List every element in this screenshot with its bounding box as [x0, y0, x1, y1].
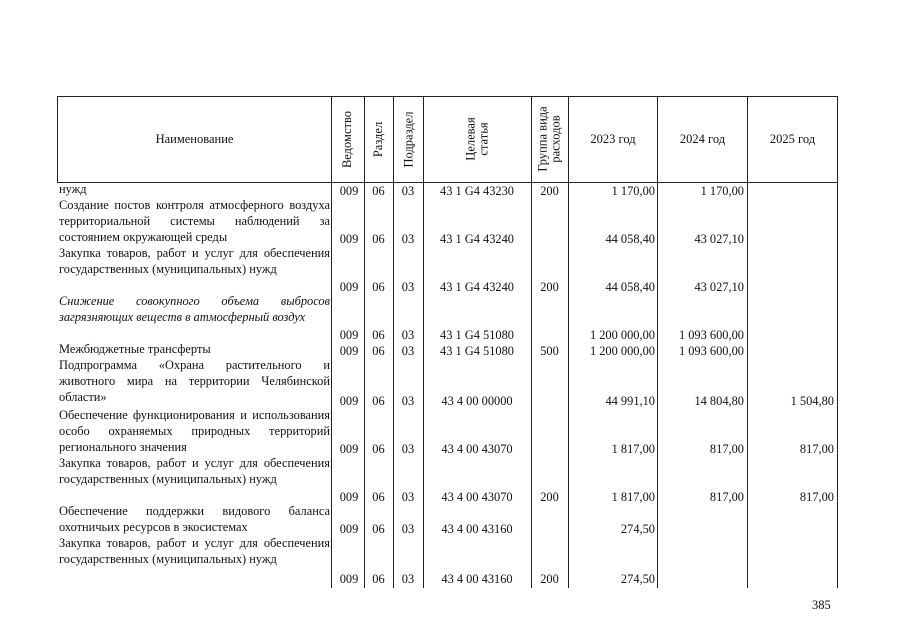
row-celevaya: 43 1 G4 51080 [440, 328, 514, 342]
row-2025: 817,00 [799, 490, 834, 504]
row-name: Межбюджетные трансферты [59, 342, 211, 356]
row-2025: 1 504,80 [790, 394, 834, 408]
row-name: Подпрограмма «Охрана растительного и животного мира на территории Челябинской области» [59, 358, 330, 404]
row-2023: 1 817,00 [611, 442, 655, 456]
table-row [0, 408, 897, 456]
row-podrazdel: 03 [401, 490, 415, 504]
row-name: нужд [59, 182, 87, 196]
row-razdel: 06 [372, 280, 385, 294]
row-razdel: 06 [372, 394, 385, 408]
row-razdel: 06 [372, 232, 385, 246]
header-podrazdel: Подраздел [401, 111, 415, 167]
row-ved: 009 [339, 442, 359, 456]
row-ved: 009 [339, 572, 359, 586]
row-ved: 009 [339, 184, 359, 198]
row-name: Снижение совокупного объема выбросов загрязняющих веществ в атмосферный воздух [59, 294, 330, 324]
row-2024: 43 027,10 [694, 232, 744, 246]
table-row [0, 536, 897, 586]
table-row [0, 198, 897, 246]
row-2024: 1 093 600,00 [678, 344, 744, 358]
row-podrazdel: 03 [401, 344, 415, 358]
header-razdel: Раздел [371, 121, 386, 157]
row-ved: 009 [339, 344, 359, 358]
row-celevaya: 43 1 G4 43230 [440, 184, 514, 198]
table-row [0, 246, 897, 294]
header-celevaya: Целевая статья [463, 117, 491, 161]
row-ved: 009 [339, 280, 359, 294]
row-celevaya: 43 1 G4 43240 [440, 232, 514, 246]
row-podrazdel: 03 [401, 184, 415, 198]
row-2023: 1 200 000,00 [589, 344, 655, 358]
table-row [0, 342, 897, 358]
row-2023: 44 991,10 [605, 394, 655, 408]
header-ved: Ведомство [340, 110, 355, 168]
row-celevaya: 43 1 G4 43240 [440, 280, 514, 294]
row-2023: 1 200 000,00 [589, 328, 655, 342]
row-razdel: 06 [372, 522, 385, 536]
row-ved: 009 [339, 328, 359, 342]
row-celevaya: 43 1 G4 51080 [440, 344, 514, 358]
page-number: 385 [812, 598, 831, 612]
row-name: Закупка товаров, работ и услуг для обеспечения государственных (муниципальных) нужд [59, 246, 330, 276]
row-razdel: 06 [372, 344, 385, 358]
row-celevaya: 43 4 00 43160 [441, 572, 513, 586]
row-gruppa: 200 [540, 572, 559, 586]
row-2023: 274,50 [620, 522, 655, 536]
row-ved: 009 [339, 394, 359, 408]
row-2024: 1 170,00 [700, 184, 744, 198]
row-celevaya: 43 4 00 43070 [441, 442, 513, 456]
table-row [0, 294, 897, 342]
row-2024: 14 804,80 [694, 394, 744, 408]
header-2025: 2025 год [769, 131, 816, 146]
row-podrazdel: 03 [401, 232, 415, 246]
row-podrazdel: 03 [401, 442, 415, 456]
header-2023: 2023 год [590, 131, 636, 146]
row-razdel: 06 [372, 184, 385, 198]
row-podrazdel: 03 [401, 572, 415, 586]
header-2024: 2024 год [679, 131, 726, 146]
row-2023: 44 058,40 [605, 280, 655, 294]
row-name: Обеспечение функционирования и использования особо охраняемых природных территорий регионального значения [59, 408, 330, 454]
table-row [0, 456, 897, 504]
row-gruppa: 200 [540, 280, 559, 294]
row-2023: 1 170,00 [611, 184, 655, 198]
row-podrazdel: 03 [401, 394, 415, 408]
row-2023: 44 058,40 [605, 232, 655, 246]
row-podrazdel: 03 [401, 280, 415, 294]
row-2024: 1 093 600,00 [678, 328, 744, 342]
row-2024: 43 027,10 [694, 280, 744, 294]
header-gruppa: Группа вида расходов [536, 106, 564, 172]
row-gruppa: 200 [540, 490, 559, 504]
row-ved: 009 [339, 522, 359, 536]
row-celevaya: 43 4 00 43070 [441, 490, 513, 504]
table-row [0, 358, 897, 408]
row-podrazdel: 03 [401, 328, 415, 342]
row-podrazdel: 03 [401, 522, 415, 536]
row-celevaya: 43 4 00 00000 [441, 394, 513, 408]
row-2024: 817,00 [709, 442, 744, 456]
row-name: Создание постов контроля атмосферного воздуха территориальной системы наблюдений за состоянием окружающей среды [59, 198, 330, 244]
row-razdel: 06 [372, 328, 385, 342]
row-2023: 274,50 [620, 572, 655, 586]
table-row [0, 182, 897, 198]
row-razdel: 06 [372, 490, 385, 504]
row-2024: 817,00 [709, 490, 744, 504]
row-name: Закупка товаров, работ и услуг для обеспечения государственных (муниципальных) нужд [59, 456, 330, 486]
row-2023: 1 817,00 [611, 490, 655, 504]
row-name: Обеспечение поддержки видового баланса охотничьих ресурсов в экосистемах [59, 504, 330, 534]
row-celevaya: 43 4 00 43160 [441, 522, 513, 536]
row-2025: 817,00 [799, 442, 834, 456]
row-razdel: 06 [372, 572, 385, 586]
row-name: Закупка товаров, работ и услуг для обеспечения государственных (муниципальных) нужд [59, 536, 330, 566]
table-row [0, 504, 897, 536]
row-gruppa: 200 [540, 184, 559, 198]
row-gruppa: 500 [540, 344, 559, 358]
row-ved: 009 [339, 490, 359, 504]
header-name: Наименование [155, 131, 234, 146]
row-ved: 009 [339, 232, 359, 246]
row-razdel: 06 [372, 442, 385, 456]
